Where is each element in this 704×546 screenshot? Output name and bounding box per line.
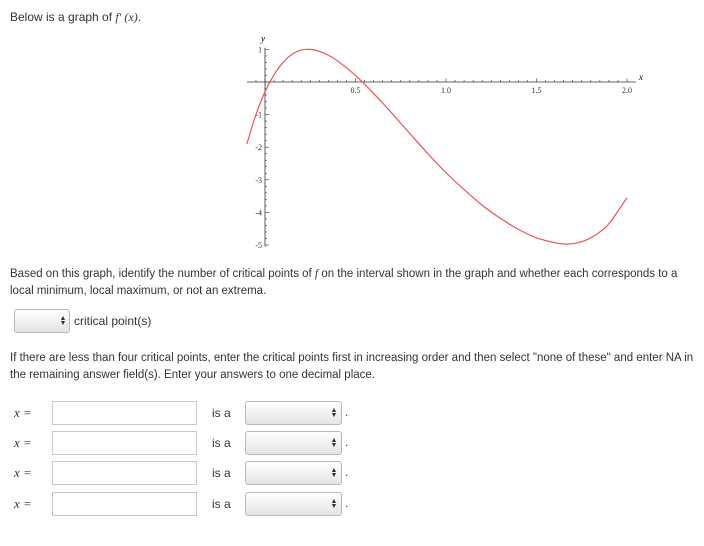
select-arrows-icon: ▲ ▼	[330, 407, 338, 419]
row-1-x-input[interactable]	[52, 401, 197, 425]
intro-prefix: Below is a graph of	[10, 10, 116, 24]
y-tick-labels	[255, 45, 262, 250]
row-1-extrema-select[interactable]	[245, 401, 342, 425]
row-1-is-a: is a	[212, 406, 231, 420]
graph-axes	[247, 48, 636, 247]
row-4-x-input[interactable]	[52, 492, 197, 516]
row-2-extrema-select[interactable]	[245, 431, 342, 455]
x-tick-label-0: 0.5	[350, 86, 361, 95]
intro-suffix: .	[137, 10, 142, 24]
critical-points-label: critical point(s)	[74, 314, 152, 328]
row-1-period: .	[345, 405, 349, 419]
x-tick-label-3: 2.0	[622, 86, 632, 95]
paragraph1-part-b: on the interval shown in the graph and whether each corresponds to a local minimum, local maximum, or not an extrema.	[10, 268, 678, 297]
select-arrows-icon: ▲ ▼	[59, 315, 67, 327]
select-arrows-icon: ▲ ▼	[330, 467, 338, 479]
x-tick-label-2: 1.5	[531, 86, 542, 95]
row-4-label: x =	[14, 496, 32, 511]
y-axis-label: y	[261, 33, 265, 44]
intro-text	[10, 10, 141, 25]
row-3-label: x =	[14, 465, 32, 480]
row-3-period: .	[345, 465, 349, 479]
select-arrows-icon: ▲ ▼	[330, 437, 338, 449]
row-3-x-input[interactable]	[52, 461, 197, 485]
select-arrows-icon: ▲ ▼	[330, 498, 338, 510]
y-tick-label-0: 1	[258, 45, 262, 55]
paragraph1-function: f	[314, 268, 319, 280]
row-4-is-a: is a	[212, 497, 231, 511]
y-tick-label-4: -4	[255, 208, 262, 218]
y-tick-label-5: -5	[255, 241, 262, 250]
y-tick-label-2: -2	[255, 143, 262, 153]
x-tick-label-1: 1.0	[441, 86, 451, 95]
row-3-is-a: is a	[212, 466, 231, 480]
intro-function: f′ (x)	[115, 10, 138, 24]
row-3-extrema-select[interactable]	[245, 461, 342, 485]
derivative-curve	[247, 49, 627, 244]
row-1-label: x =	[14, 405, 32, 420]
row-4-period: .	[345, 496, 349, 510]
row-4-extrema-select[interactable]	[245, 492, 342, 516]
x-tick-labels	[351, 86, 633, 95]
instruction-paragraph-1	[10, 266, 700, 299]
x-axis-label: x	[639, 72, 644, 82]
y-tick-label-3: -3	[255, 175, 262, 185]
row-2-x-input[interactable]	[52, 431, 197, 455]
row-2-period: .	[345, 435, 349, 449]
y-tick-label-1: -1	[255, 110, 262, 120]
critical-points-count-select[interactable]	[14, 309, 70, 333]
instruction-paragraph-2: If there are less than four critical points, enter the critical points first in increasing order and then select "none of these" and enter NA in the remaining answer field(s). Enter your answers to one decimal place.	[10, 352, 694, 381]
row-2-label: x =	[14, 435, 32, 450]
derivative-graph	[230, 30, 644, 260]
row-2-is-a: is a	[212, 436, 231, 450]
paragraph1-part-a: Based on this graph, identify the number of critical points of	[10, 268, 315, 280]
